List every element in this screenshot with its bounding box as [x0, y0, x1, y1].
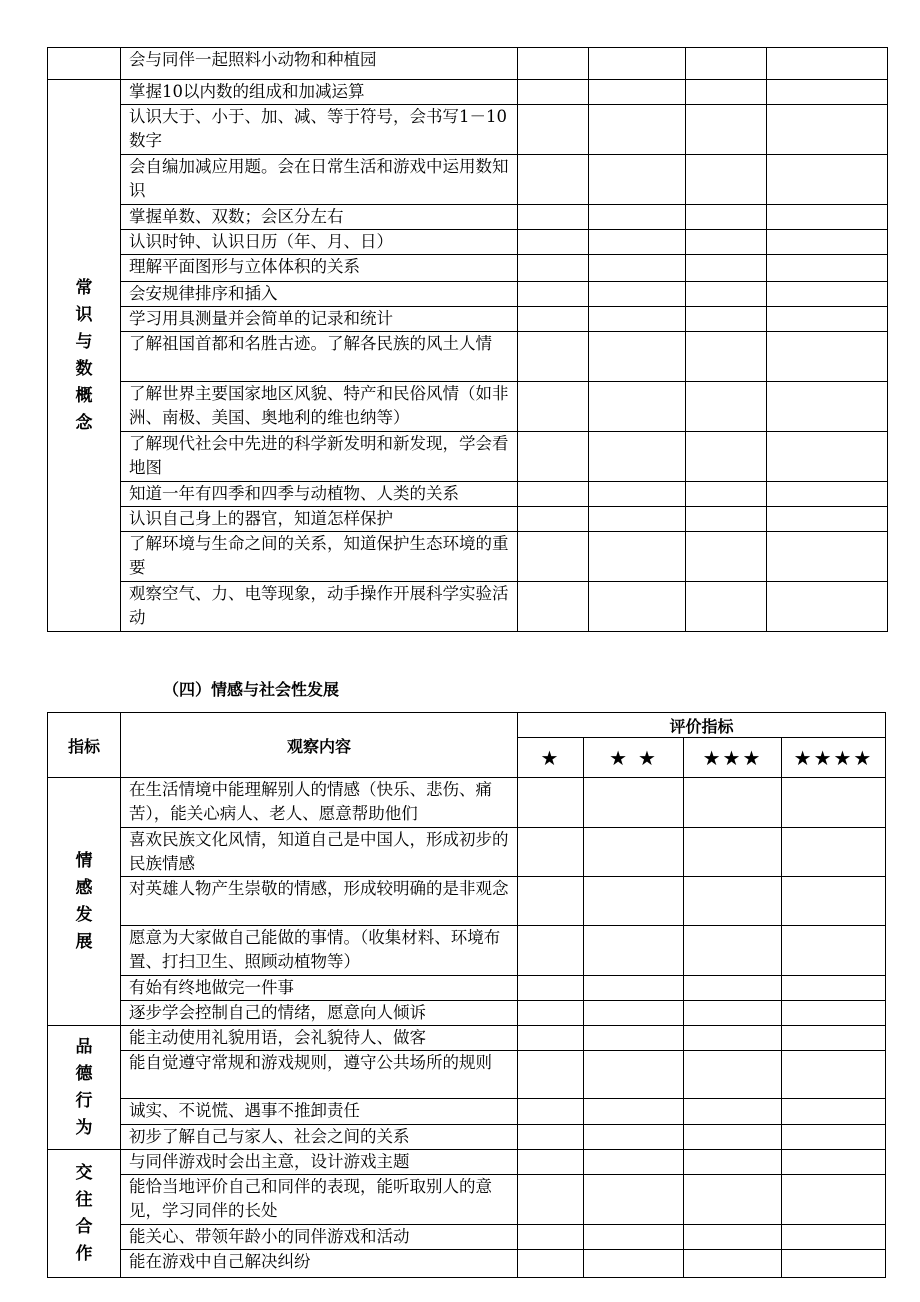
emotion-social-table	[47, 712, 886, 1278]
observation-content: 有始有终地做完一件事	[121, 976, 518, 1001]
table-row	[48, 155, 888, 205]
observation-content: 喜欢民族文化风情，知道自己是中国人，形成初步的民族情感	[121, 828, 518, 877]
observation-content: 能自觉遵守常规和游戏规则，遵守公共场所的规则	[121, 1051, 518, 1099]
rating-cell[interactable]	[767, 307, 888, 332]
rating-cell[interactable]	[782, 778, 886, 828]
observation-content: 逐步学会控制自己的情绪，愿意向人倾诉	[121, 1001, 518, 1026]
rating-cell[interactable]	[684, 778, 782, 828]
rating-cell[interactable]	[584, 926, 684, 976]
rating-cell[interactable]	[767, 105, 888, 155]
rating-cell[interactable]	[782, 1001, 886, 1026]
table-row	[48, 382, 888, 432]
rating-cell[interactable]	[684, 1001, 782, 1026]
rating-cell[interactable]	[782, 1099, 886, 1125]
rating-1-star: ★	[518, 738, 584, 778]
rating-cell[interactable]	[518, 582, 589, 632]
observation-content: 了解祖国首都和名胜古迹。了解各民族的风土人情	[121, 332, 518, 382]
rating-cell[interactable]	[518, 778, 584, 828]
rating-cell[interactable]	[518, 382, 589, 432]
rating-cell[interactable]	[518, 105, 589, 155]
rating-cell[interactable]	[782, 1175, 886, 1225]
table-row	[48, 230, 888, 255]
header-rating: 评价指标	[518, 713, 886, 738]
rating-cell[interactable]	[686, 332, 767, 382]
table-row	[48, 976, 886, 1001]
table-row	[48, 877, 886, 926]
rating-cell[interactable]	[589, 155, 686, 205]
section-title: （四）情感与社会性发展	[163, 680, 340, 699]
rating-cell[interactable]	[767, 282, 888, 307]
category-emotion	[48, 778, 121, 1026]
rating-cell[interactable]	[589, 482, 686, 507]
rating-cell[interactable]	[584, 1001, 684, 1026]
rating-cell[interactable]	[782, 1125, 886, 1150]
rating-cell[interactable]	[584, 877, 684, 926]
rating-cell[interactable]	[518, 80, 589, 105]
observation-content: 与同伴游戏时会出主意，设计游戏主题	[121, 1150, 518, 1175]
rating-cell[interactable]	[589, 205, 686, 230]
rating-cell[interactable]	[518, 48, 589, 80]
table-row	[48, 332, 888, 382]
rating-cell[interactable]	[518, 230, 589, 255]
observation-content: 知道一年有四季和四季与动植物、人类的关系	[121, 482, 518, 507]
observation-content: 认识自己身上的器官，知道怎样保护	[121, 507, 518, 532]
rating-cell[interactable]	[767, 155, 888, 205]
rating-cell[interactable]	[782, 1225, 886, 1250]
category-cell-empty	[48, 48, 121, 80]
rating-cell[interactable]	[684, 1175, 782, 1225]
rating-cell[interactable]	[686, 255, 767, 282]
observation-content: 会安规律排序和插入	[121, 282, 518, 307]
rating-cell[interactable]	[518, 1250, 584, 1278]
observation-content: 了解世界主要国家地区风貌、特产和民俗风情（如非洲、南极、美国、奥地利的维也纳等）	[121, 382, 518, 432]
rating-cell[interactable]	[782, 1250, 886, 1278]
observation-content: 了解环境与生命之间的关系，知道保护生态环境的重要	[121, 532, 518, 582]
observation-content: 认识大于、小于、加、减、等于符号，会书写1－10数字	[121, 105, 518, 155]
rating-cell[interactable]	[767, 382, 888, 432]
rating-cell[interactable]	[767, 80, 888, 105]
rating-cell[interactable]	[684, 1250, 782, 1278]
rating-cell[interactable]	[518, 332, 589, 382]
observation-content: 对英雄人物产生崇敬的情感，形成较明确的是非观念	[121, 877, 518, 926]
rating-cell[interactable]	[589, 532, 686, 582]
rating-cell[interactable]	[584, 1099, 684, 1125]
rating-cell[interactable]	[584, 1250, 684, 1278]
category-cognition	[48, 80, 121, 632]
rating-cell[interactable]	[518, 877, 584, 926]
rating-cell[interactable]	[686, 532, 767, 582]
table-row	[48, 532, 888, 582]
observation-content: 了解现代社会中先进的科学新发明和新发现，学会看地图	[121, 432, 518, 482]
rating-cell[interactable]	[684, 1051, 782, 1099]
rating-cell[interactable]	[584, 1150, 684, 1175]
rating-cell[interactable]	[584, 778, 684, 828]
category-label: 常 识 与 数 概 念	[75, 277, 93, 433]
table-row	[48, 1099, 886, 1125]
observation-content: 掌握单数、双数；会区分左右	[121, 205, 518, 230]
rating-cell[interactable]	[782, 877, 886, 926]
rating-cell[interactable]	[589, 80, 686, 105]
rating-cell[interactable]	[589, 255, 686, 282]
rating-cell[interactable]	[584, 828, 684, 877]
observation-content: 愿意为大家做自己能做的事情。（收集材料、环境布置、打扫卫生、照顾动植物等）	[121, 926, 518, 976]
header-content: 观察内容	[121, 713, 518, 778]
rating-cell[interactable]	[767, 432, 888, 482]
rating-cell[interactable]	[686, 230, 767, 255]
table-row	[48, 1001, 886, 1026]
table-row	[48, 307, 888, 332]
rating-cell[interactable]	[767, 532, 888, 582]
rating-cell[interactable]	[589, 282, 686, 307]
rating-cell[interactable]	[589, 48, 686, 80]
rating-cell[interactable]	[767, 582, 888, 632]
rating-cell[interactable]	[518, 926, 584, 976]
table-row	[48, 1125, 886, 1150]
rating-cell[interactable]	[684, 828, 782, 877]
table-row	[48, 926, 886, 976]
rating-cell[interactable]	[686, 155, 767, 205]
observation-content: 初步了解自己与家人、社会之间的关系	[121, 1125, 518, 1150]
rating-cell[interactable]	[782, 1026, 886, 1051]
header-indicator: 指标	[48, 713, 121, 778]
rating-cell[interactable]	[589, 105, 686, 155]
rating-cell[interactable]	[589, 230, 686, 255]
rating-cell[interactable]	[686, 507, 767, 532]
rating-cell[interactable]	[589, 382, 686, 432]
observation-content: 会与同伴一起照料小动物和种植园	[121, 48, 518, 80]
rating-cell[interactable]	[518, 205, 589, 230]
rating-cell[interactable]	[518, 1175, 584, 1225]
rating-cell[interactable]	[584, 1125, 684, 1150]
observation-content: 能恰当地评价自己和同伴的表现，能听取别人的意见，学习同伴的长处	[121, 1175, 518, 1225]
category-label: 品 德 行 为	[75, 1036, 93, 1138]
rating-cell[interactable]	[767, 255, 888, 282]
rating-cell[interactable]	[518, 255, 589, 282]
rating-cell[interactable]	[782, 828, 886, 877]
rating-cell[interactable]	[518, 1225, 584, 1250]
rating-cell[interactable]	[518, 1051, 584, 1099]
rating-cell[interactable]	[684, 1099, 782, 1125]
observation-content: 能主动使用礼貌用语，会礼貌待人、做客	[121, 1026, 518, 1051]
table-row	[48, 1150, 886, 1175]
rating-cell[interactable]	[782, 976, 886, 1001]
rating-cell[interactable]	[589, 432, 686, 482]
observation-content: 在生活情境中能理解别人的情感（快乐、悲伤、痛苦），能关心病人、老人、愿意帮助他们	[121, 778, 518, 828]
rating-cell[interactable]	[518, 976, 584, 1001]
observation-content: 观察空气、力、电等现象，动手操作开展科学实验活动	[121, 582, 518, 632]
rating-cell[interactable]	[767, 230, 888, 255]
rating-cell[interactable]	[518, 1125, 584, 1150]
rating-cell[interactable]	[584, 1051, 684, 1099]
rating-cell[interactable]	[767, 482, 888, 507]
rating-cell[interactable]	[518, 432, 589, 482]
observation-content: 理解平面图形与立体体积的关系	[121, 255, 518, 282]
rating-cell[interactable]	[684, 1225, 782, 1250]
category-label: 情 感 发 展	[75, 850, 93, 952]
table-row	[48, 507, 888, 532]
rating-cell[interactable]	[584, 976, 684, 1001]
rating-cell[interactable]	[686, 48, 767, 80]
rating-cell[interactable]	[584, 1026, 684, 1051]
category-label: 交 往 合 作	[75, 1162, 93, 1264]
rating-cell[interactable]	[684, 926, 782, 976]
cognition-table	[47, 47, 888, 632]
rating-cell[interactable]	[767, 332, 888, 382]
table-row	[48, 80, 888, 105]
rating-cell[interactable]	[686, 582, 767, 632]
observation-content: 认识时钟、认识日历（年、月、日）	[121, 230, 518, 255]
rating-cell[interactable]	[767, 205, 888, 230]
table-row	[48, 1026, 886, 1051]
rating-cell[interactable]	[584, 1175, 684, 1225]
rating-cell[interactable]	[782, 1150, 886, 1175]
rating-cell[interactable]	[686, 282, 767, 307]
observation-content: 掌握10以内数的组成和加减运算	[121, 80, 518, 105]
observation-content: 能在游戏中自己解决纠纷	[121, 1250, 518, 1278]
rating-4-star: ★★★★	[782, 738, 886, 778]
table-row	[48, 105, 888, 155]
observation-content: 能关心、带领年龄小的同伴游戏和活动	[121, 1225, 518, 1250]
table-row	[48, 255, 888, 282]
table-row	[48, 1250, 886, 1278]
table-row	[48, 282, 888, 307]
table-row	[48, 482, 888, 507]
rating-cell[interactable]	[686, 482, 767, 507]
rating-cell[interactable]	[684, 1150, 782, 1175]
rating-cell[interactable]	[684, 1026, 782, 1051]
observation-content: 诚实、不说慌、遇事不推卸责任	[121, 1099, 518, 1125]
rating-cell[interactable]	[518, 828, 584, 877]
rating-cell[interactable]	[518, 1026, 584, 1051]
rating-cell[interactable]	[518, 282, 589, 307]
rating-cell[interactable]	[518, 307, 589, 332]
rating-cell[interactable]	[589, 332, 686, 382]
rating-cell[interactable]	[684, 1125, 782, 1150]
rating-cell[interactable]	[684, 976, 782, 1001]
rating-3-star: ★★★	[684, 738, 782, 778]
table-row	[48, 828, 886, 877]
rating-cell[interactable]	[782, 926, 886, 976]
rating-cell[interactable]	[686, 432, 767, 482]
rating-cell[interactable]	[589, 507, 686, 532]
observation-content: 学习用具测量并会简单的记录和统计	[121, 307, 518, 332]
rating-cell[interactable]	[518, 482, 589, 507]
table-row	[48, 1051, 886, 1099]
table-row	[48, 582, 888, 632]
rating-cell[interactable]	[589, 307, 686, 332]
table-row	[48, 432, 888, 482]
rating-cell[interactable]	[518, 532, 589, 582]
rating-cell[interactable]	[518, 155, 589, 205]
rating-2-star: ★ ★	[584, 738, 684, 778]
rating-cell[interactable]	[782, 1051, 886, 1099]
table-row	[48, 778, 886, 828]
category-moral	[48, 1026, 121, 1150]
rating-cell[interactable]	[518, 1099, 584, 1125]
rating-cell[interactable]	[518, 1001, 584, 1026]
rating-cell[interactable]	[584, 1225, 684, 1250]
rating-cell[interactable]	[518, 507, 589, 532]
rating-cell[interactable]	[686, 382, 767, 432]
rating-cell[interactable]	[684, 877, 782, 926]
table-row	[48, 48, 888, 80]
rating-cell[interactable]	[686, 105, 767, 155]
table-row	[48, 205, 888, 230]
rating-cell[interactable]	[686, 205, 767, 230]
table-row	[48, 1225, 886, 1250]
category-social	[48, 1150, 121, 1278]
rating-cell[interactable]	[686, 307, 767, 332]
rating-cell[interactable]	[767, 48, 888, 80]
rating-cell[interactable]	[767, 507, 888, 532]
observation-content: 会自编加减应用题。会在日常生活和游戏中运用数知识	[121, 155, 518, 205]
rating-cell[interactable]	[518, 1150, 584, 1175]
table-row	[48, 1175, 886, 1225]
rating-cell[interactable]	[686, 80, 767, 105]
rating-cell[interactable]	[589, 582, 686, 632]
